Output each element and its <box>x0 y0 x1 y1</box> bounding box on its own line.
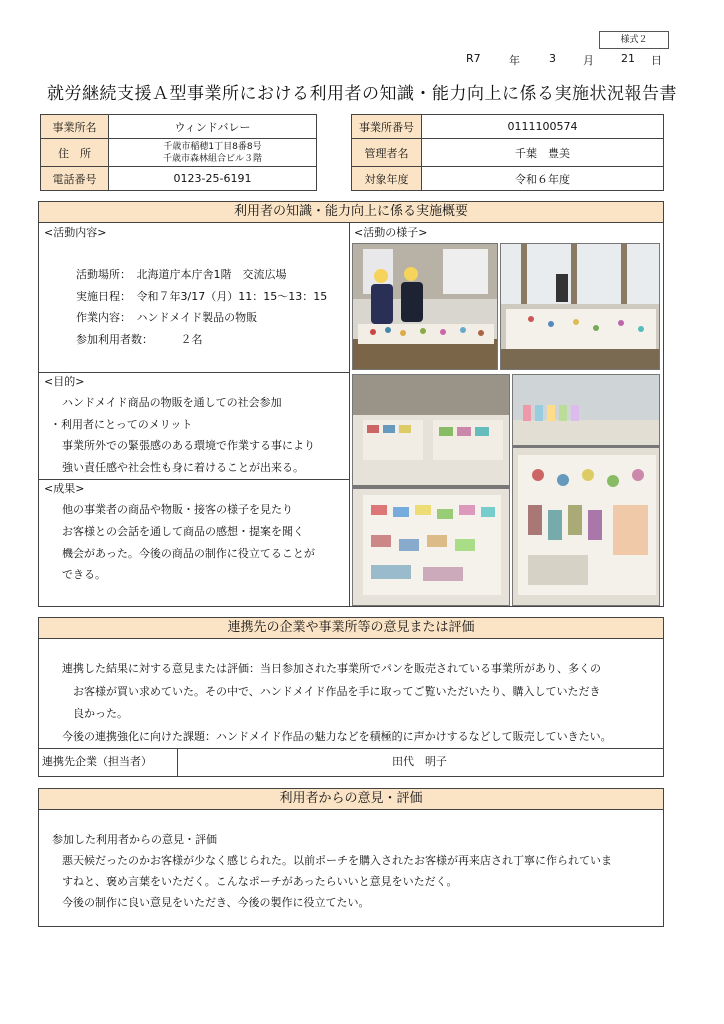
activity-divider <box>38 372 350 373</box>
user-opinion-line: 悪天候だったのかお客様が少なく感じられた。以前ポーチを購入されたお客様が再来店され丁寧に作られていま <box>62 854 612 867</box>
date-month: 3 <box>549 52 556 65</box>
result-line: できる。 <box>62 568 106 581</box>
fiscal-year-label: 対象年度 <box>352 167 422 191</box>
office-name-label: 事業所名 <box>41 115 109 139</box>
partner-contact-label: 連携先企業（担当者） <box>42 755 152 768</box>
activity-photo-tables <box>500 243 660 370</box>
activity-label: <活動内容> <box>44 226 107 239</box>
activity-place: 活動場所： 北海道庁本庁舎1階 交流広場 <box>76 268 287 281</box>
partner-contact-vdivider <box>177 748 178 777</box>
address <box>109 139 317 167</box>
photos-label: <活動の様子> <box>354 226 428 239</box>
office-number: 0111100574 <box>422 115 664 139</box>
partner-contact-name: 田代 明子 <box>392 755 447 768</box>
date-day: 21 <box>621 52 635 65</box>
result-label: <成果> <box>44 482 85 495</box>
office-info-table <box>40 114 317 191</box>
manager-name: 千葉 豊美 <box>422 139 664 167</box>
address-label: 住 所 <box>41 139 109 167</box>
purpose-label: <目的> <box>44 375 85 388</box>
user-opinion-line: 今後の制作に良い意見をいただき、今後の製作に役立てたい。 <box>62 896 370 909</box>
form-number: 様式２ <box>599 31 669 49</box>
date-era-year: R7 <box>466 52 481 65</box>
result-line: 機会があった。今後の商品の制作に役立てることが <box>62 547 315 560</box>
overview-divider <box>349 222 350 607</box>
activity-photo-booth <box>352 243 498 370</box>
activity-participants: 参加利用者数： ２名 <box>76 333 203 346</box>
partner-line: 連携した結果に対する意見または評価：当日参加された事業所でパンを販売されている事業所があり、多くの <box>62 662 601 675</box>
purpose-line: 強い責任感や社会性も身に着けることが出来る。 <box>62 461 304 474</box>
partner-line: 良かった。 <box>73 707 128 720</box>
activity-photo-goods <box>512 374 660 606</box>
purpose-line: ・利用者にとってのメリット <box>50 418 193 431</box>
result-line: お客様との会話を通して商品の感想・提案を聞く <box>62 525 304 538</box>
purpose-line: 事業所外での緊張感のある環境で作業する事により <box>62 439 315 452</box>
address-line1: 千歳市稲穂1丁目8番8号 <box>163 141 262 152</box>
activity-photo-products <box>352 374 510 606</box>
partner-contact-divider <box>38 748 664 749</box>
office-number-label: 事業所番号 <box>352 115 422 139</box>
partner-line: 今後の連携強化に向けた課題：ハンドメイド作品の魅力などを積極的に声かけするなどして販売していきたい。 <box>62 730 612 743</box>
date-year-label: 年 <box>509 54 520 67</box>
user-opinion-line: 参加した利用者からの意見・評価 <box>52 833 217 846</box>
date-month-label: 月 <box>583 54 594 67</box>
purpose-line: ハンドメイド商品の物販を通しての社会参加 <box>62 396 282 409</box>
date-day-label: 日 <box>651 54 662 67</box>
manager-label: 管理者名 <box>352 139 422 167</box>
address-line2: 千歳市森林組合ビル３階 <box>162 153 262 164</box>
result-line: 他の事業者の商品や物販・接客の様子を見たり <box>62 503 293 516</box>
office-name: ウィンドバレー <box>109 115 317 139</box>
overview-heading: 利用者の知識・能力向上に係る実施概要 <box>38 201 664 223</box>
fiscal-year: 令和６年度 <box>422 167 664 191</box>
activity-work: 作業内容： ハンドメイド製品の物販 <box>76 311 258 324</box>
activity-schedule: 実施日程： 令和７年3/17（月）11：15～13：15 <box>76 290 328 303</box>
purpose-divider <box>38 479 350 480</box>
partner-heading: 連携先の企業や事業所等の意見または評価 <box>38 617 664 639</box>
phone-label: 電話番号 <box>41 167 109 191</box>
phone: 0123-25-6191 <box>109 167 317 191</box>
partner-line: お客様が買い求めていた。その中で、ハンドメイド作品を手に取ってご覧いただいたり、購入していただき <box>73 685 601 698</box>
page-title: 就労継続支援Ａ型事業所における利用者の知識・能力向上に係る実施状況報告書 <box>47 84 677 104</box>
user-opinion-line: すねと、褒め言葉をいただく。こんなポーチがあったらいいと意見をいただく。 <box>62 875 458 888</box>
office-detail-table <box>351 114 664 191</box>
user-opinion-heading: 利用者からの意見・評価 <box>38 788 664 810</box>
